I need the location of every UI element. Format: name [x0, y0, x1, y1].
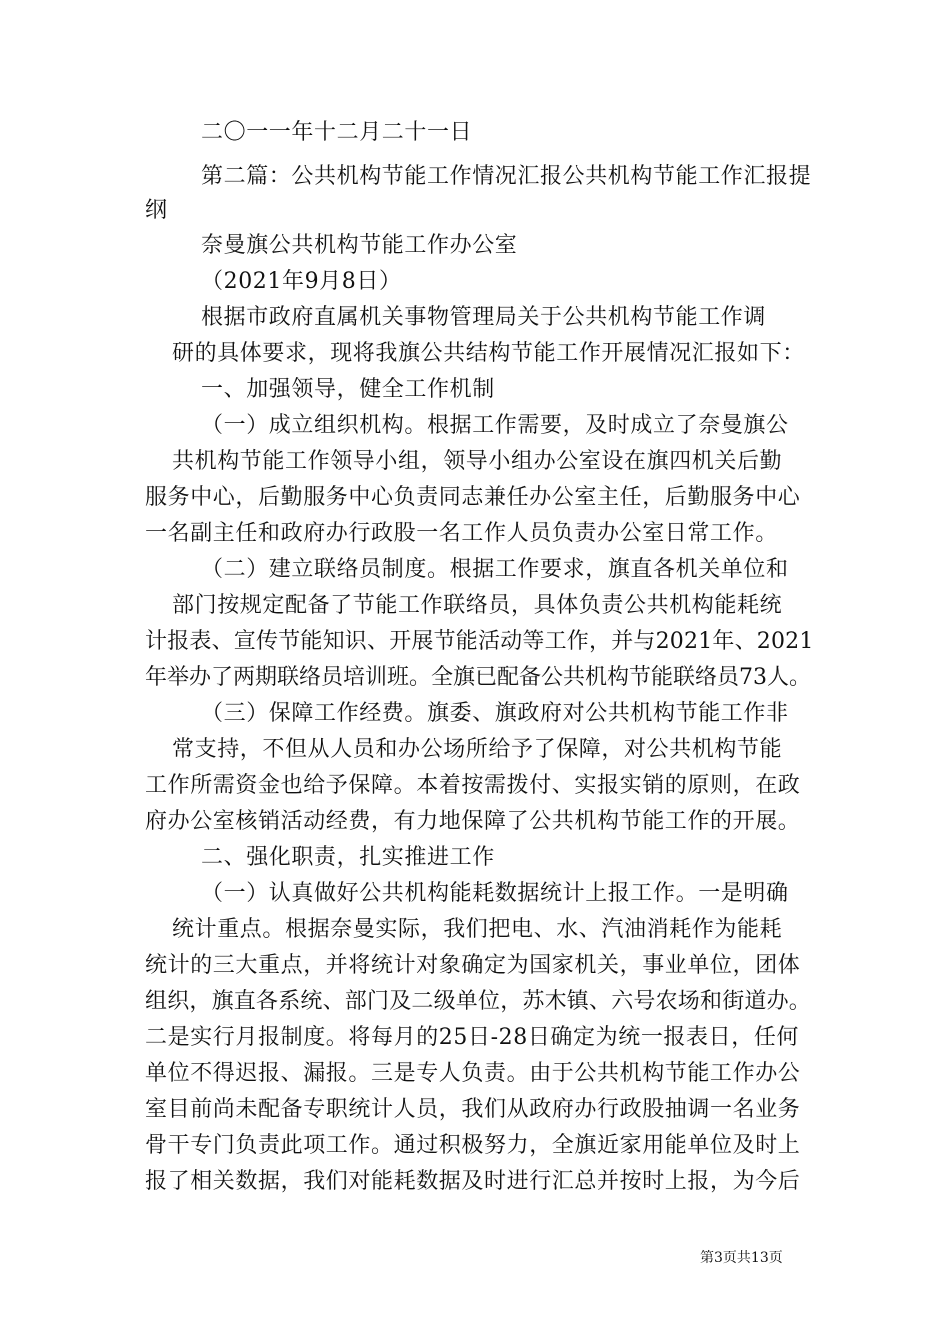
paragraph-line: （一）认真做好公共机构能耗数据统计上报工作。一是明确 — [201, 881, 789, 906]
paragraph-line: 研的具体要求，现将我旗公共结构节能工作开展情况汇报如下： — [172, 341, 805, 366]
paragraph-line: 组织，旗直各系统、部门及二级单位，苏木镇、六号农场和街道办。 — [145, 989, 812, 1014]
paragraph-line: 年举办了两期联络员培训班。全旗已配备公共机构节能联络员73人。 — [145, 665, 811, 690]
date-line: 二〇一一年十二月二十一日 — [201, 120, 473, 145]
paragraph-line: 单位不得迟报、漏报。三是专人负责。由于公共机构节能工作办公 — [145, 1061, 801, 1086]
office-name: 奈曼旗公共机构节能工作办公室 — [201, 233, 518, 258]
paragraph-line: 二是实行月报制度。将每月的25日-28日确定为统一报表日，任何 — [145, 1025, 800, 1050]
paragraph-line: 常支持，不但从人员和办公场所给予了保障，对公共机构节能 — [172, 737, 783, 762]
paragraph-line: 统计的三大重点，并将统计对象确定为国家机关，事业单位，团体 — [145, 953, 801, 978]
paragraph-line: 服务中心，后勤服务中心负责同志兼任办公室主任，后勤服务中心 — [145, 485, 801, 510]
paragraph-line: （二）建立联络员制度。根据工作要求，旗直各机关单位和 — [201, 557, 789, 582]
paragraph-line: 工作所需资金也给予保障。本着按需拨付、实报实销的原则，在政 — [145, 773, 801, 798]
paragraph-line: 府办公室核销活动经费，有力地保障了公共机构节能工作的开展。 — [145, 809, 801, 834]
section-title-continued: 纲 — [145, 198, 168, 223]
paragraph-line: 报了相关数据，我们对能耗数据及时进行汇总并按时上报，为今后 — [145, 1169, 801, 1194]
heading-2: 二、强化职责，扎实推进工作 — [201, 845, 495, 870]
paragraph-line: 骨干专门负责此项工作。通过积极努力，全旗近家用能单位及时上 — [145, 1133, 801, 1158]
paragraph-line: 计报表、宣传节能知识、开展节能活动等工作，并与2021年、2021 — [145, 629, 814, 654]
paragraph-line: 部门按规定配备了节能工作联络员，具体负责公共机构能耗统 — [172, 593, 783, 618]
heading-1: 一、加强领导，健全工作机制 — [201, 377, 495, 402]
paragraph-line: （三）保障工作经费。旗委、旗政府对公共机构节能工作非 — [201, 701, 789, 726]
paragraph-line: 统计重点。根据奈曼实际，我们把电、水、汽油消耗作为能耗 — [172, 917, 783, 942]
paragraph-line: （一）成立组织机构。根据工作需要，及时成立了奈曼旗公 — [201, 413, 789, 438]
paragraph-line: 一名副主任和政府办行政股一名工作人员负责办公室日常工作。 — [145, 521, 778, 546]
section-title: 第二篇：公共机构节能工作情况汇报公共机构节能工作汇报提 — [201, 164, 812, 189]
report-date: （2021年9月8日） — [201, 269, 402, 294]
paragraph-line: 室目前尚未配备专职统计人员，我们从政府办行政股抽调一名业务 — [145, 1097, 801, 1122]
paragraph-line: 根据市政府直属机关事物管理局关于公共机构节能工作调 — [201, 305, 767, 330]
paragraph-line: 共机构节能工作领导小组，领导小组办公室设在旗四机关后勤 — [172, 449, 783, 474]
page-number: 第3页共13页 — [700, 1250, 783, 1266]
